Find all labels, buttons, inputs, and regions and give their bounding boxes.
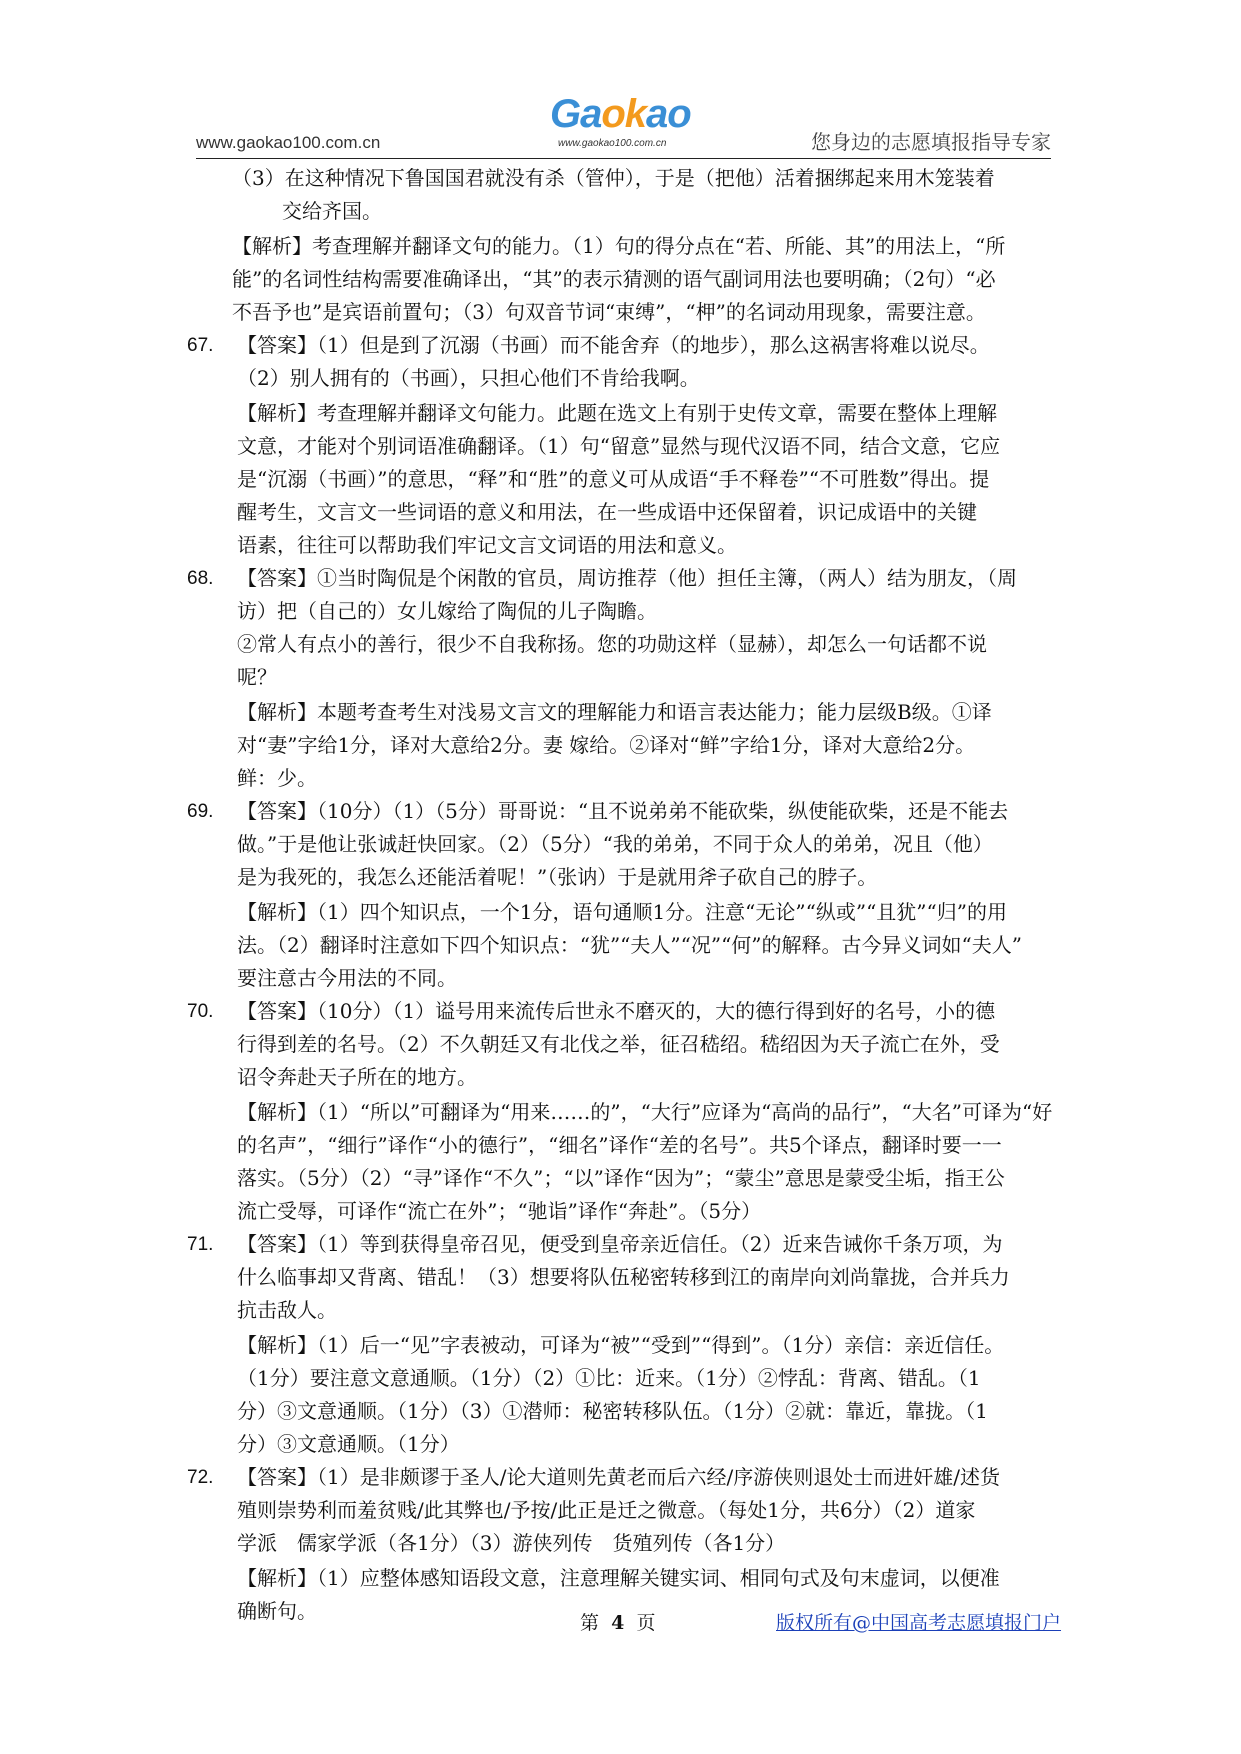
answer-line-first <box>187 795 1057 828</box>
answer-line <box>187 529 1057 562</box>
line-text: 【解析】（1）四个知识点，一个1分，语句通顺1分。注意“无论”“纵或”“且犹”“归”的用 <box>237 900 1007 924</box>
answer-line <box>187 1527 1057 1560</box>
answer-line-first <box>187 1461 1057 1494</box>
line-text: 的名声”，“细行”译作“小的德行”，“细名”译作“差的名号”。共5个译点，翻译时要一一 <box>237 1133 1002 1157</box>
line-text: 醒考生，文言文一些词语的意义和用法，在一些成语中还保留着，识记成语中的关键 <box>237 500 977 524</box>
answer-item <box>187 1228 1057 1461</box>
line-text: 要注意古今用法的不同。 <box>237 966 457 990</box>
answer-line <box>187 1096 1057 1129</box>
line-text: 行得到差的名号。（2）不久朝廷又有北伐之举，征召嵇绍。嵇绍因为天子流亡在外，受 <box>237 1032 1000 1056</box>
header-rule <box>196 158 1051 159</box>
line-text: 【答案】（10分）（1）谥号用来流传后世永不磨灭的，大的德行得到好的名号，小的德 <box>237 999 996 1023</box>
answer-line <box>187 1494 1057 1527</box>
line-text: （1分）要注意文意通顺。（1分）（2）①比：近来。（1分）②悖乱：背离、错乱。（1 <box>237 1366 981 1390</box>
line-text: 殖则崇势利而羞贫贱/此其弊也/予按/此正是迁之微意。（每处1分，共6分）（2）道家 <box>237 1498 976 1522</box>
line-text: 是为我死的，我怎么还能活着呢！”（张讷）于是就用斧子砍自己的脖子。 <box>237 865 878 889</box>
answer-line <box>187 896 1057 929</box>
line-text: ②常人有点小的善行，很少不自我称扬。您的功勋这样（显赫），却怎么一句话都不说 <box>237 632 987 656</box>
answer-line <box>187 496 1057 529</box>
answer-line <box>187 1294 1057 1327</box>
line-text: 【解析】（1）后一“见”字表被动，可译为“被”“受到”“得到”。（1分）亲信：亲近信任。 <box>237 1333 1005 1357</box>
answer-line <box>187 1061 1057 1094</box>
intro-line: 交给齐国。 <box>282 199 382 223</box>
line-text: 什么临事却又背离、错乱！（3）想要将队伍秘密转移到江的南岸向刘尚靠拢，合并兵力 <box>237 1265 1010 1289</box>
item-number: 68. <box>187 568 214 589</box>
answer-line <box>187 362 1057 395</box>
line-text: 分）③文意通顺。（1分）（3）①潜师：秘密转移队伍。（1分）②就：靠近，靠拢。（1 <box>237 1399 988 1423</box>
line-text: 呢？ <box>237 665 277 689</box>
copyright-link[interactable]: 版权所有@中国高考志愿填报门户 <box>776 1612 1062 1634</box>
line-text: 法。（2）翻译时注意如下四个知识点：“犹”“夫人”“况”“何”的解释。古今异义词如“夫人” <box>237 933 1022 957</box>
line-text: （2）别人拥有的（书画），只担心他们不肯给我啊。 <box>237 366 700 390</box>
line-text: 学派 儒家学派（各1分）（3）游侠列传 货殖列传（各1分） <box>237 1531 786 1555</box>
line-text: 对“妻”字给1分，译对大意给2分。妻 嫁给。②译对“鲜”字给1分，译对大意给2分。 <box>237 733 976 757</box>
answer-line <box>187 1562 1057 1595</box>
gaokao-logo[interactable] <box>550 86 700 156</box>
answer-item <box>187 562 1057 795</box>
line-text: 诏令奔赴天子所在的地方。 <box>237 1065 477 1089</box>
line-text: 分）③文意通顺。（1分） <box>237 1432 460 1456</box>
intro-line: 能”的名词性结构需要准确译出，“其”的表示猜测的语气副词用法也要明确；（2句）“必 <box>232 267 996 291</box>
line-text: 抗击敌人。 <box>237 1298 337 1322</box>
line-text: 【解析】本题考查考生对浅易文言文的理解能力和语言表达能力；能力层级B级。①译 <box>237 700 992 724</box>
item-number: 70. <box>187 1001 214 1022</box>
intro-line: （3）在这种情况下鲁国国君就没有杀（管仲），于是（把他）活着捆绑起来用木笼装着 <box>232 166 995 190</box>
intro-line: 【解析】考查理解并翻译文句的能力。（1）句的得分点在“若、所能、其”的用法上，“所 <box>232 234 1006 258</box>
item-number: 72. <box>187 1467 214 1488</box>
answer-line-first <box>187 329 1057 362</box>
answer-line <box>187 1129 1057 1162</box>
line-text: 【答案】（10分）（1）（5分）哥哥说：“且不说弟弟不能砍柴，纵使能砍柴，还是不能去 <box>237 799 1009 823</box>
line-text: 【解析】考查理解并翻译文句能力。此题在选文上有别于史传文章，需要在整体上理解 <box>237 401 997 425</box>
answer-item <box>187 795 1057 995</box>
answer-line <box>187 1428 1057 1461</box>
answer-line <box>187 828 1057 861</box>
line-text: 访）把（自己的）女儿嫁给了陶侃的儿子陶瞻。 <box>237 599 657 623</box>
answer-line <box>187 1162 1057 1195</box>
line-text: 【解析】（1）“所以”可翻译为“用来……的”，“大行”应译为“高尚的品行”，“大名”可译为“好 <box>237 1100 1053 1124</box>
header-site-url[interactable]: www.gaokao100.com.cn <box>196 133 381 152</box>
answer-line <box>187 861 1057 894</box>
line-text: 文意，才能对个别词语准确翻译。（1）句“留意”显然与现代汉语不同，结合文意，它应 <box>237 434 1001 458</box>
answer-line <box>187 1329 1057 1362</box>
item-number: 71. <box>187 1234 214 1255</box>
answer-line <box>187 962 1057 995</box>
item-number: 67. <box>187 335 214 356</box>
answer-line <box>187 595 1057 628</box>
line-text: 确断句。 <box>237 1599 317 1623</box>
logo-text-c: ao <box>646 92 691 136</box>
answer-line <box>187 729 1057 762</box>
line-text: 语素，往往可以帮助我们牢记文言文词语的用法和意义。 <box>237 533 737 557</box>
answer-line <box>187 430 1057 463</box>
logo-wordmark <box>550 92 691 137</box>
item-number: 69. <box>187 801 214 822</box>
page-number: 第 4 页 <box>580 1612 656 1634</box>
answer-line <box>187 762 1057 795</box>
answer-line <box>187 1395 1057 1428</box>
line-text: 是“沉溺（书画）”的意思，“释”和“胜”的意义可从成语“手不释卷”“不可胜数”得出。提 <box>237 467 990 491</box>
line-text: 做。”于是他让张诚赶快回家。（2）（5分）“我的弟弟，不同于众人的弟弟，况且（他） <box>237 832 993 856</box>
answer-line <box>187 929 1057 962</box>
line-text: 鲜：少。 <box>237 766 317 790</box>
answer-item <box>187 995 1057 1228</box>
answer-item <box>187 1461 1057 1628</box>
answer-line <box>187 1261 1057 1294</box>
line-text: 流亡受辱，可译作“流亡在外”；“驰诣”译作“奔赴”。（5分） <box>237 1199 762 1223</box>
answer-items <box>187 329 1057 1628</box>
answer-line <box>187 1028 1057 1061</box>
line-text: 【答案】①当时陶侃是个闲散的官员，周访推荐（他）担任主簿，（两人）结为朋友，（周 <box>237 566 1017 590</box>
answer-line <box>187 696 1057 729</box>
answer-line-first <box>187 1228 1057 1261</box>
intro-line: 不吾予也”是宾语前置句；（3）句双音节词“束缚”，“柙”的名词动用现象，需要注意。 <box>232 300 986 324</box>
line-text: 【答案】（1）等到获得皇帝召见，便受到皇帝亲近信任。（2）近来告诫你千条万项，为 <box>237 1232 1003 1256</box>
answer-content <box>187 162 1057 1628</box>
answer-line-first <box>187 995 1057 1028</box>
logo-url: www.gaokao100.com.cn <box>558 138 667 149</box>
answer-line-first <box>187 562 1057 595</box>
line-text: 【答案】（1）是非颇谬于圣人/论大道则先黄老而后六经/序游侠则退处士而进奸雄/述货 <box>237 1465 1000 1489</box>
answer-line <box>187 397 1057 430</box>
logo-text-a: Ga <box>550 92 602 136</box>
line-text: 【答案】（1）但是到了沉溺（书画）而不能舍弃（的地步），那么这祸害将难以说尽。 <box>237 333 990 357</box>
header-slogan: 您身边的志愿填报指导专家 <box>811 130 1051 154</box>
answer-line <box>187 1195 1057 1228</box>
answer-item <box>187 329 1057 562</box>
intro-block <box>187 162 1057 329</box>
answer-line <box>187 628 1057 661</box>
answer-line <box>187 463 1057 496</box>
answer-line <box>187 1362 1057 1395</box>
answer-line <box>187 661 1057 694</box>
logo-text-b: ok <box>601 92 647 136</box>
line-text: 【解析】（1）应整体感知语段文意，注意理解关键实词、相同句式及句末虚词，以便准 <box>237 1566 1000 1590</box>
line-text: 落实。（5分）（2）“寻”译作“不久”；“以”译作“因为”；“蒙尘”意思是蒙受尘垢，指王公 <box>237 1166 1005 1190</box>
